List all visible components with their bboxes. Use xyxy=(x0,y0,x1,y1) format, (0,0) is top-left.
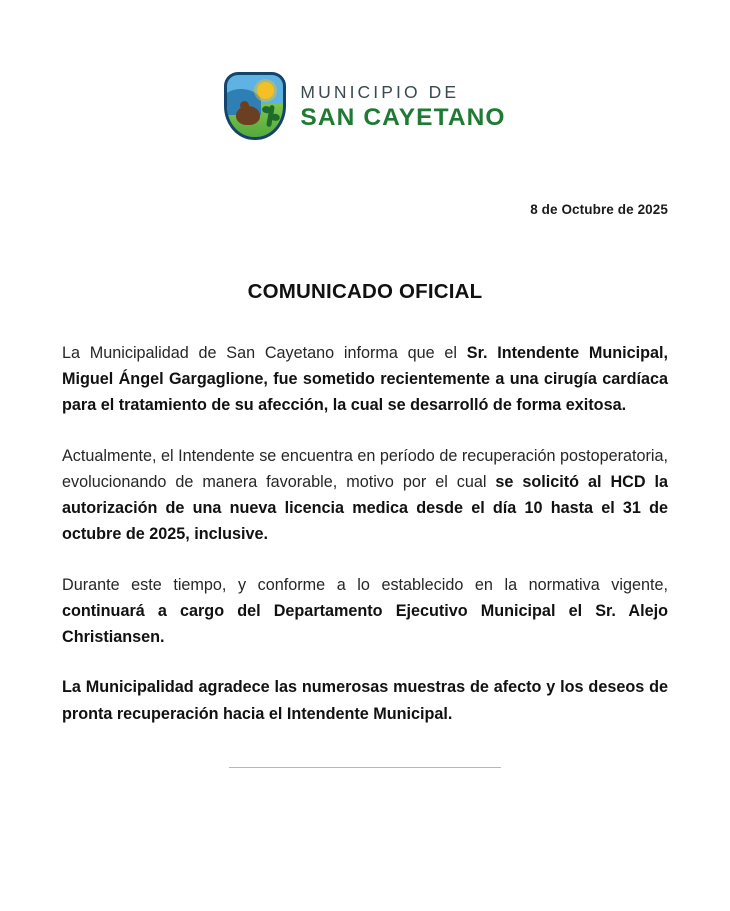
paragraph-4: La Municipalidad agradece las numerosas muestras de afecto y los deseos de pronta recuperación hacia el Intendente Municipal. xyxy=(62,678,668,723)
page-title: COMUNICADO OFICIAL xyxy=(247,280,483,303)
brand-wordmark xyxy=(300,82,505,131)
paragraph-2: Actualmente, el Intendente se encuentra en período de recuperación postoperatoria, evolucionando de manera favorable, motivo por el cual se solicitó al HCD la autorización de una nueva licencia medica desde el día 10 hasta el 31 de octubre de 2025, inclusive. xyxy=(62,446,668,544)
crest-shield-shape xyxy=(224,72,286,140)
footer-divider-wrap xyxy=(62,767,668,768)
wordmark-line-top: MUNICIPIO DE xyxy=(300,81,460,102)
document-body xyxy=(62,340,668,727)
document-header xyxy=(62,0,668,140)
crest-sun-icon xyxy=(257,82,274,99)
municipal-crest-icon xyxy=(224,72,286,140)
wordmark-line-bottom: SAN CAYETANO xyxy=(300,104,506,131)
crest-animal-icon xyxy=(236,106,260,125)
crest-wheat-icon xyxy=(267,105,276,128)
paragraph-3: Durante este tiempo, y conforme a lo establecido en la normativa vigente, continuará a cargo del Departamento Ejecutivo Municipal el Sr. Alejo Christiansen. xyxy=(62,575,668,647)
document-date: 8 de Octubre de 2025 xyxy=(530,202,668,217)
paragraph-1: La Municipalidad de San Cayetano informa que el Sr. Intendente Municipal, Miguel Ángel Gargaglione, fue sometido recientemente a una cirugía cardíaca para el tratamiento de su afección, la cual se desarrolló de forma exitosa. xyxy=(62,344,668,415)
footer-divider xyxy=(229,767,501,768)
